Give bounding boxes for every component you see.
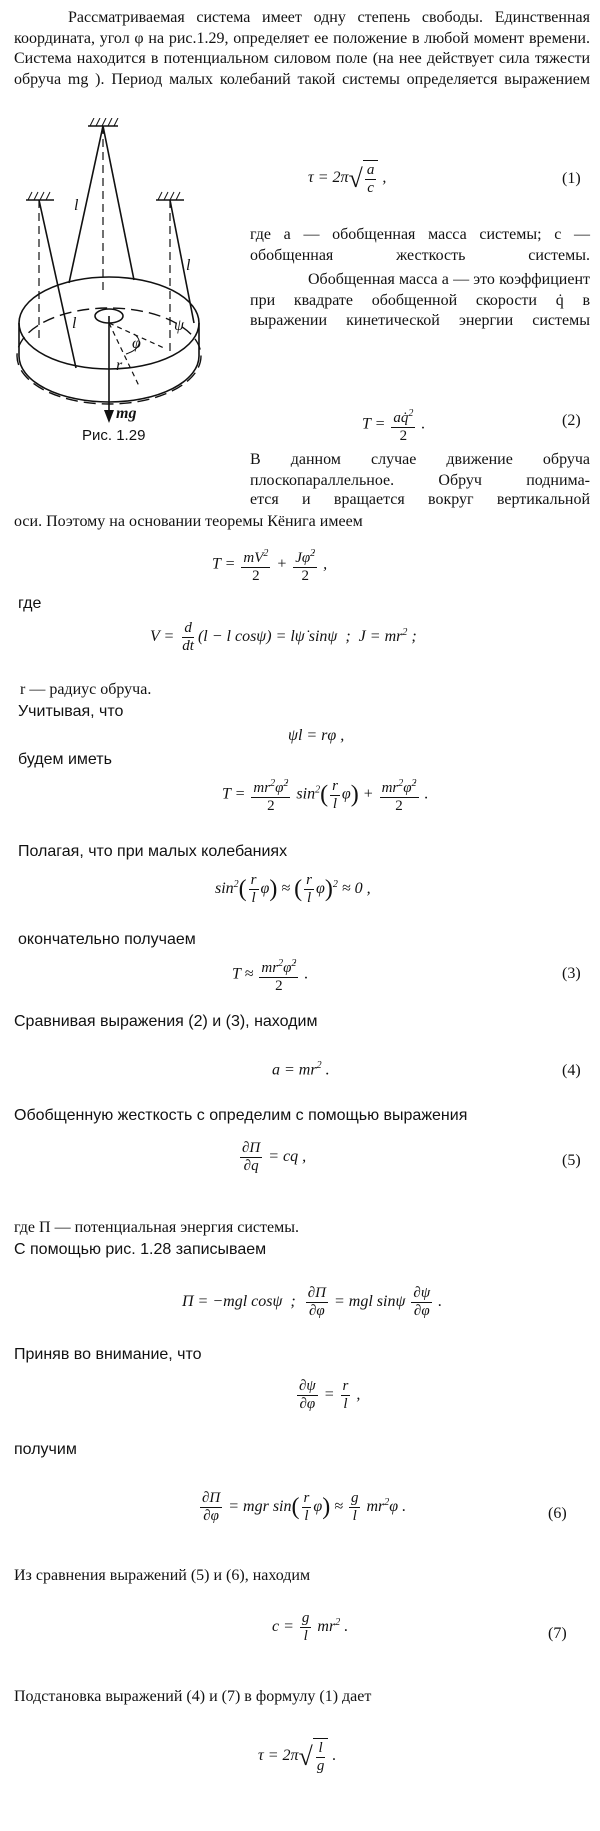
equation-velocity: V = $\frac{d}{dt}$ (l − l cosψ) = lψ̇ sinψ ; $J = mr^2$ ;: [150, 620, 417, 654]
equation-dpsi: $\frac{\partial\psi}{\partial\varphi}$ = $\frac{r}{l}$ ,: [299, 1378, 361, 1412]
equation-6: $\frac{\partial\Pi}{\partial\varphi}$ = mgr sin( $\frac{r}{l}$ φ) ≈ $\frac{g}{l}$ $mr^2\varphi$ .: [202, 1490, 407, 1524]
will-have-text: будем иметь: [18, 751, 112, 768]
label-mg: mg: [116, 405, 137, 422]
equation-potential: Π = −mgl cosψ ; $\frac{\partial\Pi}{\partial\varphi}$ = mgl sinψ $\frac{\partial\psi}{\partial\varphi}$ .: [182, 1285, 443, 1319]
using-fig-text: С помощью рис. 1.28 записываем: [14, 1241, 267, 1258]
figure-caption: Рис. 1.29: [82, 427, 146, 444]
label-l-top: l: [74, 197, 79, 214]
substitution-text: Подстановка выражений (4) и (7) в формулу (1) дает: [14, 1688, 372, 1705]
taking-text: Приняв во внимание, что: [14, 1346, 202, 1363]
get-text: получим: [14, 1441, 77, 1458]
equation-final-period: τ = 2π √ $\frac{l}{g}$ .: [258, 1740, 337, 1774]
equation-small-osc: $\sin^2$( $\frac{r}{l}$ φ) ≈ ( $\frac{r}{l}$ φ)$^2$ ≈ 0 ,: [215, 872, 371, 906]
figure-1-29: [14, 118, 254, 448]
where-pi-text: где Π — потенциальная энергия системы.: [14, 1219, 299, 1236]
intro-paragraph: Рассматриваемая система имеет одну степень свободы. Единственная координата, угол φ на рис.1.29, определяет ее положение в любой момент времени. Система находится в потенциальном силовом поле (на нее действует сила тяжести обруча mg ). Период малых колебаний такой системы определяется выражением: [14, 9, 590, 88]
equation-psi-l: ψl = rφ ,: [288, 727, 345, 744]
equation-number-3: (3): [562, 965, 581, 982]
comparing-text: Сравнивая выражения (2) и (3), находим: [14, 1013, 318, 1030]
label-psi: ψ: [174, 317, 184, 334]
equation-number-4: (4): [562, 1062, 581, 1079]
equation-number-1: (1): [562, 170, 581, 187]
equation-koenig: T = $\frac{mV^2}{2}$ + $\frac{J\varphi̇^2}{2}$ ,: [212, 545, 327, 585]
radius-text: r — радиус обруча.: [20, 681, 152, 698]
equation-5: $\frac{\partial\Pi}{\partial q}$ = cq ,: [242, 1140, 307, 1174]
label-phi: φ: [132, 335, 141, 352]
motion-line-2: ется и вращается вокруг вертикальной: [250, 491, 590, 508]
equation-number-7: (7): [548, 1625, 567, 1642]
where-a-paragraph: где a — обобщенная масса системы; c — обобщенная жесткость системы.: [250, 226, 590, 264]
finally-text: окончательно получаем: [18, 931, 196, 948]
equation-number-5: (5): [562, 1152, 581, 1169]
label-l-right: l: [186, 257, 191, 274]
equation-4: $a = mr^2$ .: [272, 1060, 330, 1079]
where-label: где: [18, 595, 42, 612]
equation-number-2: (2): [562, 412, 581, 429]
motion-line-1: В данном случае движение обруча плоскопараллельное. Обруч поднима-: [250, 451, 590, 489]
equation-2: T = $\frac{aq̇^2}{2}$ .: [362, 405, 425, 445]
from-compare-text: Из сравнения выражений (5) и (6), находим: [14, 1567, 311, 1584]
equation-number-6: (6): [548, 1505, 567, 1522]
equation-T-full: T = $\frac{mr^2\varphi̇^2}{2}$ $\sin^2$( $\frac{r}{l}$ φ) + $\frac{mr^2\varphi̇^2}{2}$ .: [222, 775, 429, 815]
label-l-left: l: [72, 315, 77, 332]
gen-mass-paragraph: Обобщенная масса a — это коэффициент при квадрате обобщенной скорости q̇ в выражении кинетической энергии системы: [250, 271, 590, 329]
assuming-text: Полагая, что при малых колебаниях: [18, 843, 288, 860]
stiffness-text: Обобщенную жесткость c определим с помощью выражения: [14, 1107, 468, 1124]
label-r: r: [116, 357, 123, 374]
equation-7: c = $\frac{g}{l}$ $mr^2$ .: [272, 1610, 349, 1644]
equation-3: T ≈ $\frac{mr^2\varphi̇^2}{2}$ .: [232, 955, 308, 995]
considering-text: Учитывая, что: [18, 703, 124, 720]
motion-line-3: оси. Поэтому на основании теоремы Кёнига имеем: [14, 513, 363, 530]
equation-1: τ = 2π √ $\frac{a}{c}$ ,: [308, 162, 387, 196]
